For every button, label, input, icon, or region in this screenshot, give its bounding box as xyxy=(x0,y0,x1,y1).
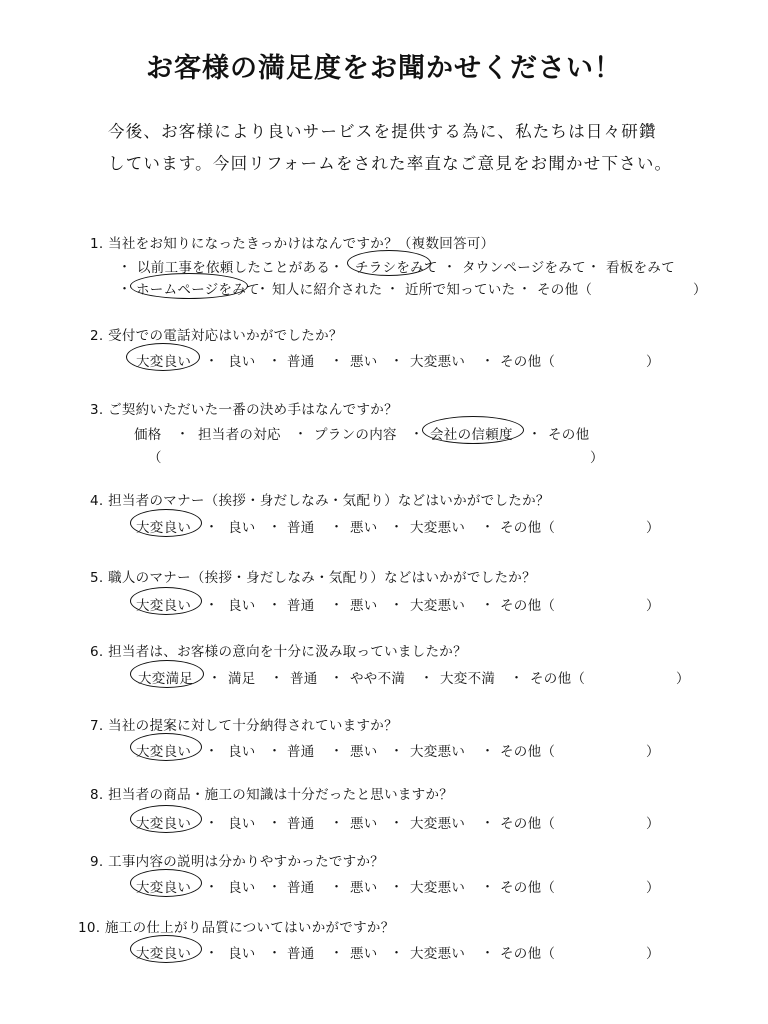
question-text: 8. 担当者の商品・施工の知識は十分だったと思いますか？ xyxy=(90,787,454,803)
option[interactable]: タウンページをみて xyxy=(462,260,586,276)
question-text: 1. 当社をお知りになったきっかけはなんですか？（複数回答可） xyxy=(90,236,495,252)
option[interactable]: 良い xyxy=(228,946,256,962)
option[interactable]: 良い xyxy=(228,598,256,614)
answer-row: 大変満足 ・ 満足 ・ 普通 ・ やや不満 ・ 大変不満 ・ その他（ ） xyxy=(0,667,768,687)
answer-row: 大変良い ・ 良い ・ 普通 ・ 悪い ・ 大変悪い ・ その他（ ） xyxy=(0,812,768,832)
option[interactable]: 良い xyxy=(228,880,256,896)
answer-circle xyxy=(130,660,204,688)
option[interactable]: 悪い xyxy=(350,880,378,896)
option[interactable]: 近所で知っていた xyxy=(405,282,516,298)
option[interactable]: 看板をみて xyxy=(606,260,675,276)
option[interactable]: その他 xyxy=(548,427,590,443)
question-text: 9. 工事内容の説明は分かりやすかったですか？ xyxy=(90,854,385,870)
answer-circle xyxy=(130,869,202,897)
option[interactable]: その他（ xyxy=(500,520,556,536)
question-text: 5. 職人のマナー（挨拶・身だしなみ・気配り）などはいかがでしたか？ xyxy=(90,570,536,586)
option[interactable]: その他（ xyxy=(500,880,556,896)
option[interactable]: 普通 xyxy=(287,946,315,962)
option[interactable]: 普通 xyxy=(287,744,315,760)
option[interactable]: 良い xyxy=(228,816,256,832)
option[interactable]: 普通 xyxy=(287,880,315,896)
survey-title: お客様の満足度をお聞かせください！ xyxy=(146,53,622,84)
answer-circle xyxy=(347,250,431,276)
option[interactable]: 普通 xyxy=(290,671,318,687)
option[interactable]: プランの内容 xyxy=(314,427,397,443)
option[interactable]: 知人に紹介された xyxy=(272,282,383,298)
question-text: 4. 担当者のマナー（挨拶・身だしなみ・気配り）などはいかがでしたか？ xyxy=(90,493,550,509)
option[interactable]: 大変悪い xyxy=(410,880,466,896)
option-circled[interactable]: 大変良い xyxy=(136,598,192,614)
option[interactable]: やや不満 xyxy=(350,671,406,687)
option[interactable]: その他（ xyxy=(537,282,593,298)
question-text: 2. 受付での電話対応はいかがでしたか？ xyxy=(90,328,343,344)
option[interactable]: 悪い xyxy=(350,520,378,536)
answer-row: 価格 ・ 担当者の対応 ・ プランの内容 ・ 会社の信頼度 ・ その他 xyxy=(0,423,768,443)
option-circled[interactable]: 大変良い xyxy=(136,520,192,536)
option[interactable]: 良い xyxy=(228,520,256,536)
option[interactable]: 大変悪い xyxy=(410,354,466,370)
option[interactable]: その他（ xyxy=(530,671,586,687)
answer-circle xyxy=(130,935,202,963)
answer-row: 大変良い ・ 良い ・ 普通 ・ 悪い ・ 大変悪い ・ その他（ ） xyxy=(0,740,768,760)
option[interactable]: 大変悪い xyxy=(410,744,466,760)
option[interactable]: 大変悪い xyxy=(410,946,466,962)
answer-circle xyxy=(126,343,200,371)
answer-circle xyxy=(130,733,202,761)
answer-row: 大変良い ・ 良い ・ 普通 ・ 悪い ・ 大変悪い ・ その他（ ） xyxy=(0,594,768,614)
option[interactable]: 悪い xyxy=(350,598,378,614)
option[interactable]: 大変悪い xyxy=(410,816,466,832)
option[interactable]: その他（ xyxy=(500,354,556,370)
option-circled[interactable]: チラシをみて xyxy=(355,260,438,276)
answer-row: （ ） xyxy=(148,450,604,466)
question-text: 3. ご契約いただいた一番の決め手はなんですか？ xyxy=(90,402,398,418)
option[interactable]: 大変悪い xyxy=(410,598,466,614)
option[interactable]: 良い xyxy=(228,354,256,370)
option-circled[interactable]: 大変満足 xyxy=(138,671,194,687)
option[interactable]: 良い xyxy=(228,744,256,760)
option[interactable]: その他（ xyxy=(500,946,556,962)
question-text: 10. 施工の仕上がり品質についてはいかがですか？ xyxy=(78,920,395,936)
answer-circle xyxy=(130,587,202,615)
intro-line-1: 今後、お客様により良いサービスを提供する為に、私たちは日々研鑽 xyxy=(108,122,657,141)
option-circled[interactable]: ホームページをみて xyxy=(136,282,260,298)
question-text: 6. 担当者は、お客様の意向を十分に汲み取っていましたか？ xyxy=(90,644,467,660)
option[interactable]: 満足 xyxy=(228,671,256,687)
answer-row: 大変良い ・ 良い ・ 普通 ・ 悪い ・ 大変悪い ・ その他（ ） xyxy=(0,942,768,962)
option[interactable]: 悪い xyxy=(350,946,378,962)
option[interactable]: 普通 xyxy=(287,520,315,536)
option[interactable]: 普通 xyxy=(287,354,315,370)
option[interactable]: 悪い xyxy=(350,354,378,370)
option-circled[interactable]: 会社の信頼度 xyxy=(430,427,513,443)
option[interactable]: 価格 xyxy=(134,427,162,443)
answer-circle xyxy=(130,273,248,299)
answer-row: 大変良い ・ 良い ・ 普通 ・ 悪い ・ 大変悪い ・ その他（ ） xyxy=(0,516,768,536)
answer-circle xyxy=(130,509,202,537)
option[interactable]: その他（ xyxy=(500,744,556,760)
option[interactable]: 以前工事を依頼したことがある xyxy=(137,260,331,276)
answer-circle xyxy=(130,805,202,833)
option[interactable]: 悪い xyxy=(350,744,378,760)
option[interactable]: 大変不満 xyxy=(440,671,496,687)
option-circled[interactable]: 大変良い xyxy=(136,354,192,370)
intro-line-2: しています。今回リフォームをされた率直なご意見をお聞かせ下さい。 xyxy=(108,154,673,173)
option[interactable]: 大変悪い xyxy=(410,520,466,536)
option-circled[interactable]: 大変良い xyxy=(136,816,192,832)
answer-row: 大変良い ・ 良い ・ 普通 ・ 悪い ・ 大変悪い ・ その他（ ） xyxy=(0,876,768,896)
option[interactable]: 悪い xyxy=(350,816,378,832)
option[interactable]: 普通 xyxy=(287,816,315,832)
option[interactable]: その他（ xyxy=(500,598,556,614)
option-circled[interactable]: 大変良い xyxy=(136,744,192,760)
option[interactable]: 普通 xyxy=(287,598,315,614)
option-circled[interactable]: 大変良い xyxy=(136,880,192,896)
option[interactable]: 担当者の対応 xyxy=(198,427,281,443)
answer-row: 大変良い ・ 良い ・ 普通 ・ 悪い ・ 大変悪い ・ その他（ ） xyxy=(0,350,768,370)
answer-row: ・ ホームページをみて ・ 知人に紹介された ・ 近所で知っていた ・ その他（ ） xyxy=(0,278,768,298)
answer-circle xyxy=(422,416,524,444)
option-circled[interactable]: 大変良い xyxy=(136,946,192,962)
option[interactable]: その他（ xyxy=(500,816,556,832)
answer-row: ・ 以前工事を依頼したことがある ・ チラシをみて ・ タウンページをみて ・ 看板をみて xyxy=(0,256,768,276)
question-text: 7. 当社の提案に対して十分納得されていますか？ xyxy=(90,718,398,734)
